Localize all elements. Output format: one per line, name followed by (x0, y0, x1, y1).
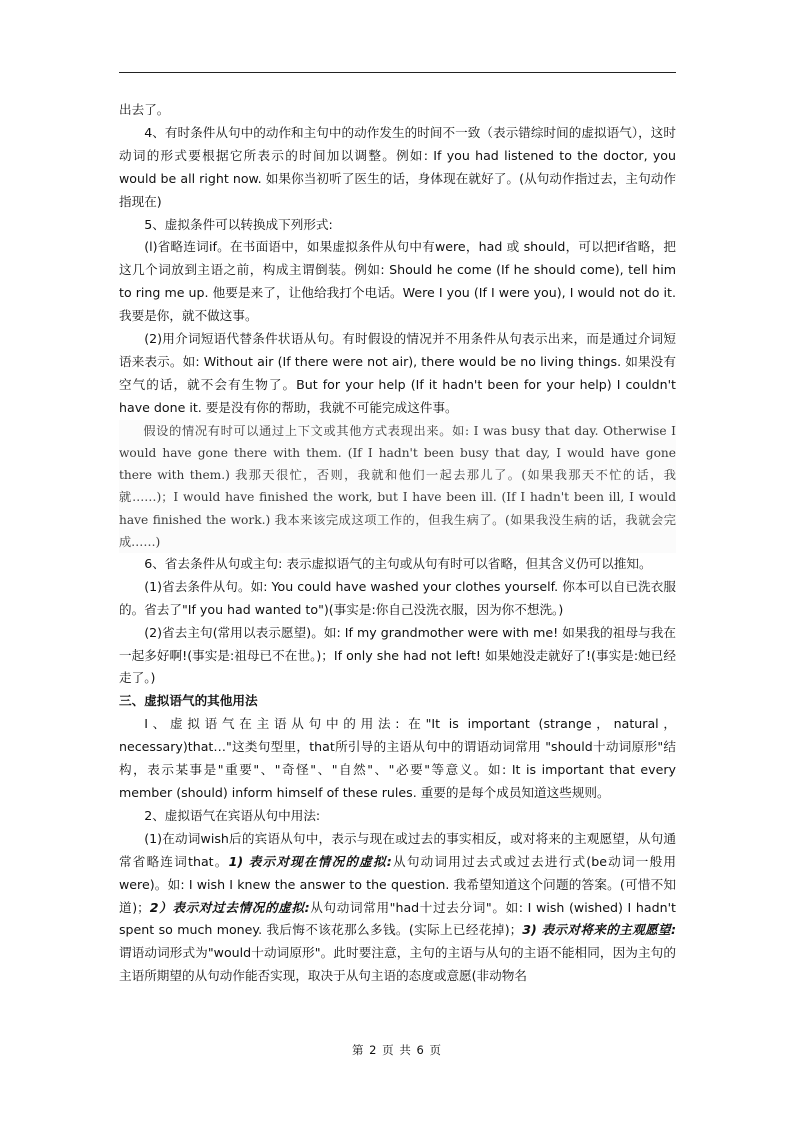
paragraph (119, 713, 676, 805)
paragraph (119, 236, 676, 328)
text-segment: 2、虚拟语气在宾语从句中用法: (144, 807, 321, 823)
text-segment: 谓语动词形式为"would十动词原形"。此时要注意，主句的主语与从句的主语不能相同，因为主句的主语所期望的从句动作能否实现，取决于从句主语的态度或意愿(非动物名 (119, 945, 676, 984)
text-segment: 6、省去条件从句或主句: 表示虚拟语气的主句或从句有时可以省略，但其含义仍可以推知。 (144, 555, 652, 571)
header-rule (119, 72, 676, 73)
text-segment: 三、虚拟语气的其他用法 (119, 693, 258, 709)
paragraph (119, 553, 676, 576)
paragraph (119, 805, 676, 828)
text-segment: (1)在动词wish后的宾语从句中，表示与现在或过去的事实相反，或对将来的主观愿望，从句通常省略连词that。 (119, 830, 676, 869)
paragraph (119, 576, 676, 622)
document-body (119, 99, 676, 988)
paragraph (119, 122, 676, 214)
text-segment: (l)省略连词if。在书面语中，如果虚拟条件从句中有were，had 或 should，可以把if省略，把这几个词放到主语之前，构成主谓倒装。例如: Should he come (If he should come), tell him to ring me up. 他要是来了，让他给我打个电话。Were I you (If I were you), I would not do it. 我要是你，就不做这事。 (119, 239, 676, 324)
text-segment: 4、有时条件从句中的动作和主句中的动作发生的时间不一致（表示错综时间的虚拟语气），这时动词的形式要根据它所表示的时间加以调整。例如: If you had listened to the doctor, you would be all right now. 如果你当初听了医生的话，身体现在就好了。(从句动作指过去，主句动作指现在) (119, 124, 676, 209)
text-segment: (2)省去主句(常用以表示愿望)。如: If my grandmother were with me! 如果我的祖母与我在一起多好啊!(事实是:祖母已不在世。)；If only she had not left! 如果她没走就好了!(事实是:她已经走了。) (119, 624, 676, 686)
emphasis-text: 1) 表示对现在情况的虚拟: (228, 853, 392, 869)
text-segment: 假设的情况有时可以通过上下文或其他方式表现出来。如: I was busy that day. Otherwise I would have gone there with them. (If I hadn't been busy that day, I would have gone there with them.) 我那天很忙，否则，我就和他们一起去那儿了。(如果我那天不忙的话，我就……)；I would have finished the work, but I have been ill. (If I hadn't been ill, I would have finished the work.) 我本来该完成这项工作的，但我生病了。(如果我没生病的话，我就会完成……) (119, 423, 676, 549)
text-segment: 5、虚拟条件可以转换成下列形式: (144, 216, 333, 232)
section-heading (119, 690, 676, 713)
text-segment: (1)省去条件从句。如: You could have washed your clothes yourself. 你本可以自已洗衣服的。省去了"If you had wanted to")(事实是:你自己没洗衣服，因为你不想洗。) (119, 578, 676, 617)
emphasis-text: 3) 表示对将来的主观愿望: (522, 922, 676, 938)
text-segment: 从句动词用过去式或过去进行式(be动词一般用were)。如: I wish I knew the answer to the question. 我希望知道这个问题的答案。(可惜不知道)； (119, 853, 676, 915)
scanned-paragraph (119, 420, 676, 553)
paragraph (119, 328, 676, 420)
paragraph (119, 828, 676, 988)
paragraph (119, 99, 676, 122)
paragraph (119, 622, 676, 691)
emphasis-text: 2）表示对过去情况的虚拟: (149, 899, 310, 915)
paragraph (119, 214, 676, 237)
text-segment: 出去了。 (119, 102, 170, 117)
page-footer: 第 2 页 共 6 页 (352, 1043, 442, 1057)
text-segment: I、虚拟语气在主语从句中的用法: 在"It is important (strange，natural，necessary)that…"这类句型里，that所引导的主语从句中的谓语动词常用 "should十动词原形"结构，表示某事是"重要"、"奇怪"、"自然"、"必要"等意义。如: It is important that every member (should) inform himself of these rules. 重要的是每个成员知道这些规则。 (119, 716, 676, 800)
text-segment: (2)用介词短语代替条件状语从句。有时假设的情况并不用条件从句表示出来，而是通过介词短语来表示。如: Without air (If there were not air), there would be no living things. 如果没有空气的话，就不会有生物了。But for your help (If it hadn't been for your help) I couldn't have done it. 要是没有你的帮助，我就不可能完成这件事。 (119, 331, 676, 415)
text-segment: 从句动词常用"had十过去分词"。如: I wish (wished) I hadn't spent so much money. 我后悔不该花那么多钱。(实际上已经花掉)； (119, 899, 676, 938)
